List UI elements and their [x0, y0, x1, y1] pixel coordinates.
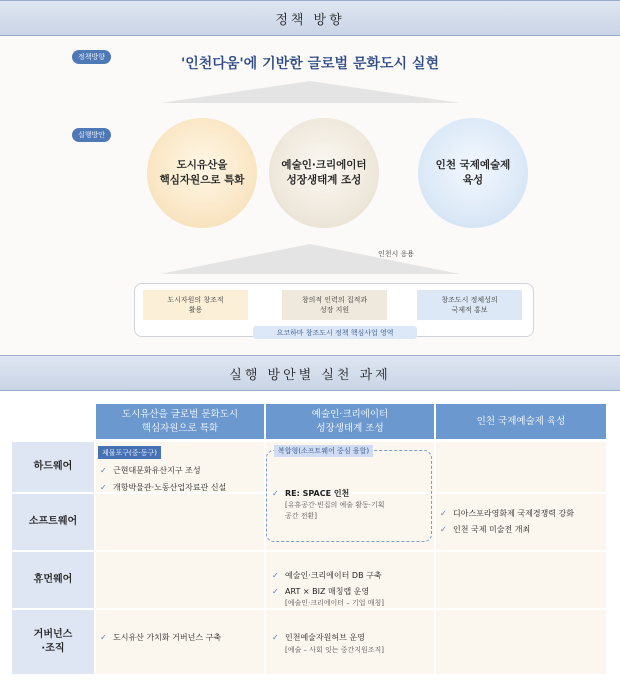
incheon-note: 인천시 응용 — [378, 250, 415, 258]
section-header-action-tasks — [0, 355, 620, 391]
circle-art-festival: 인천 국제예술제 육성 — [418, 118, 528, 228]
humanware-detail: [예술인·크리에이터 – 기업 매칭] — [285, 599, 385, 607]
row-label-hardware: 하드웨어 — [12, 442, 94, 492]
vision-statement: '인천다움'에 기반한 글로벌 문화도시 실현 — [181, 56, 439, 72]
check-icon: ✓ — [440, 509, 447, 518]
row-label-governance: 거버넌스 ·조직 — [12, 610, 94, 674]
column-header-festival: 인천 국제예술제 육성 — [436, 404, 606, 439]
cell-hardware-festival — [436, 442, 606, 492]
complex-type-label: 복합형(소프트웨어 중심 융합) — [274, 445, 373, 457]
check-icon: ✓ — [272, 633, 279, 642]
list-item: ✓ 인천예술자원허브 운영 — [272, 633, 365, 642]
list-item: ✓ 근현대문화유산지구 조성 — [100, 466, 201, 475]
check-icon: ✓ — [272, 587, 279, 596]
list-item: ✓ 도시유산 가치화 거버넌스 구축 — [100, 633, 222, 642]
cell-software-heritage — [96, 494, 264, 550]
list-item: ✓ RE: SPACE 인천 — [272, 489, 350, 498]
check-icon: ✓ — [272, 489, 279, 498]
section-title: 정책 방향 — [275, 12, 345, 28]
section-title: 실행 방안별 실천 과제 — [229, 367, 391, 383]
section-header-policy-direction — [0, 0, 620, 36]
check-icon: ✓ — [272, 571, 279, 580]
circle-heritage: 도시유산을 핵심자원으로 특화 — [147, 118, 257, 228]
check-icon: ✓ — [100, 466, 107, 475]
list-item: ✓ 개항박물관·노동산업자료관 신설 — [100, 483, 227, 492]
row-label-software: 소프트웨어 — [12, 494, 94, 550]
yokohama-bar: 요코하마 창조도시 정책 핵심사업 영역 — [253, 326, 417, 339]
governance-detail: [예술 – 사회 잇는 중간지원조직] — [285, 646, 385, 654]
cell-humanware-festival — [436, 552, 606, 608]
column-header-heritage: 도시유산을 글로벌 문화도시 핵심자원으로 특화 — [96, 404, 264, 439]
jemulpo-chip: 제물포구(중·동구) — [98, 446, 161, 459]
re-space-detail: [유휴공간·빈집의 예술 활동·기획 공간 전환] — [285, 501, 385, 520]
row-label-humanware: 휴먼웨어 — [12, 552, 94, 608]
cell-software-festival — [436, 494, 606, 550]
column-header-creator: 예술인·크리에이터 성장생태계 조성 — [266, 404, 434, 439]
list-item: ✓ 예술인·크리에이터 DB 구축 — [272, 571, 382, 580]
check-icon: ✓ — [440, 525, 447, 534]
tag-policy-direction: 정책방향 — [72, 50, 111, 64]
list-item: ✓ 디아스포라영화제 국제경쟁력 강화 — [440, 509, 575, 518]
foundation-item-identity: 창조도시 정체성의 국제적 홍보 — [417, 290, 522, 320]
list-item: ✓ ART × BIZ 매칭랩 운영 — [272, 587, 370, 596]
foundation-item-talent: 창의적 인력의 집적과 성장 지원 — [282, 290, 387, 320]
list-item: ✓ 인천 국제 미술전 개최 — [440, 525, 531, 534]
check-icon: ✓ — [100, 633, 107, 642]
upper-triangle-arrow — [160, 81, 460, 103]
check-icon: ✓ — [100, 483, 107, 492]
cell-humanware-heritage — [96, 552, 264, 608]
circle-creator-ecosystem: 예술인·크리에이터 성장생태계 조성 — [269, 118, 379, 228]
tag-execution-plan: 실행방안 — [72, 128, 111, 142]
lower-triangle-arrow — [160, 244, 460, 274]
foundation-item-resources: 도시자원의 창조적 활용 — [143, 290, 248, 320]
cell-governance-festival — [436, 610, 606, 674]
